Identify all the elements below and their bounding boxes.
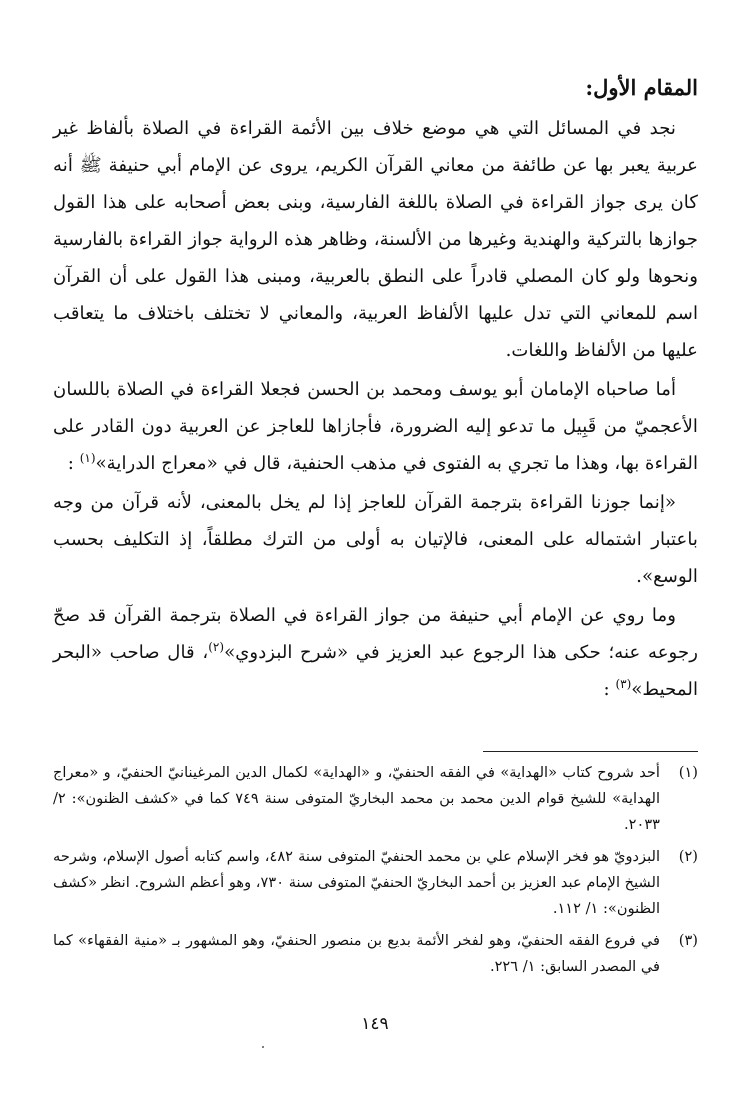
footnote-2-number: (٢) [678,848,698,865]
footnote-1-text: أحد شروح كتاب «الهداية» في الفقه الحنفيّ، و «الهداية» لكمال الدين المرغينانيّ الحنفيّ، و «معراج الهداية» للشيخ قوام الدين محمد بن محمد البخاريّ المتوفى سنة ٧٤٩ كما في «كشف الظنون»: ٢/ ٢٠٣٣. [53,764,660,833]
paragraph-2-text: أما صاحباه الإمامان أبو يوسف ومحمد بن الحسن فجعلا القراءة في الصلاة باللسان الأعجميّ من قَبِيل ما تدعو إليه الضرورة، فأجازاها للعاجز عن العربية دون القادر على القراءة بها، وهذا ما تجري به الفتوى في مذهب الحنفية، قال في «معراج الدراية» [53,379,698,474]
section-heading: المقام الأول: [585,75,698,100]
paragraph-4-tail: ، قال صاحب «البحر المحيط» [53,642,698,700]
footnote-2-text: البزدويّ هو فخر الإسلام علي بن محمد الحنفيّ المتوفى سنة ٤٨٢، واسم كتابه أصول الإسلام، وشرحه الشيخ الإمام عبد العزيز بن أحمد البخاريّ الحنفيّ المتوفى سنة ٧٣٠، وهو أعظم الشروح. انظر «كشف الظنون»: ١/ ١١٢. [53,848,661,917]
paragraph-2-colon: : [67,453,74,474]
paragraph-4-colon: : [603,679,610,700]
paragraph-3-quote: «إنما جوزنا القراءة بترجمة القرآن للعاجز إذا لم يخل بالمعنى، لأنه قرآن من وجه باعتبار اشتماله على المعنى، فالإتيان به أولى من الترك مطلقاً، إذ التكليف بحسب الوسع». [53,492,698,587]
paragraph-4-text: وما روي عن الإمام أبي حنيفة من جواز القراءة في الصلاة بترجمة القرآن قد صحّ رجوعه عنه؛ حكى هذا الرجوع عبد العزيز في «شرح البزدوي» [53,605,698,663]
paragraph-4 [53,597,698,708]
page-number: ١٤٩ [361,1014,389,1034]
footnote-ref-1[interactable]: (١) [79,450,96,465]
paragraph-1: نجد في المسائل التي هي موضع خلاف بين الأئمة القراءة في الصلاة بألفاظ غير عربية يعبر بها عن طائفة من معاني القرآن الكريم، يروى عن الإمام أبي حنيفة ﷺ أنه كان يرى جواز القراءة في الصلاة باللغة الفارسية، وبنى بعض أصحابه على هذا القول جوازها بالتركية والهندية وغيرها من الألسنة، وظاهر هذه الرواية جواز القراءة بالفارسية ونحوها ولو كان المصلي قادراً على النطق بالعربية، ومبنى هذا القول على أن القرآن اسم للمعاني التي تدل عليها الألفاظ العربية، والمعاني لا تختلف باختلاف ما يتعاقب عليها من الألفاظ واللغات. [53,118,698,361]
footnote-ref-2[interactable]: (٢) [208,639,225,654]
footnote-2 [53,844,698,922]
footnote-1 [53,760,698,838]
footnote-3 [53,928,698,980]
paragraph-2 [53,371,698,482]
print-speck [262,1046,264,1048]
footnote-divider [483,751,698,752]
footnotes [53,760,698,986]
footnote-3-number: (٣) [678,932,698,949]
main-text [53,68,698,710]
footnote-3-text: في فروع الفقه الحنفيّ، وهو لفخر الأئمة بديع بن منصور الحنفيّ، وهو المشهور بـ «منية الفقهاء» كما في المصدر السابق: ١/ ٢٢٦. [53,932,660,975]
footnote-1-number: (١) [678,764,698,781]
footnote-ref-3[interactable]: (٣) [615,676,632,691]
